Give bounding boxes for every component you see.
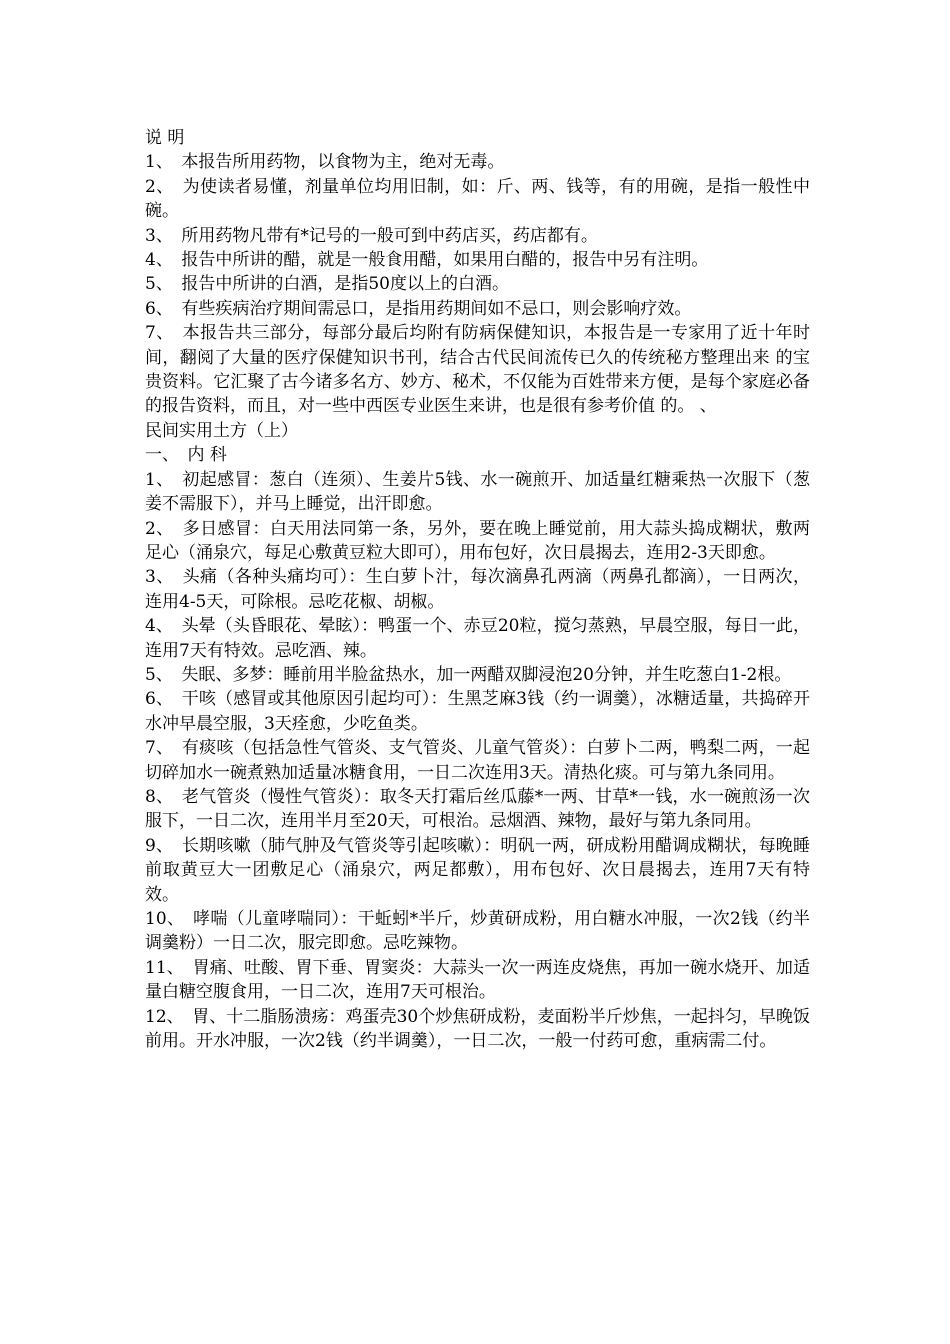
intro-item: 1、 本报告所用药物，以食物为主，绝对无毒。 — [145, 152, 505, 173]
remedy-item: 1、 初起感冒：葱白（连须）、生姜片5钱、水一碗煎开、加适量红糖乘热一次服下（葱姜不需服下），并马上睡觉，出汗即愈。 — [145, 469, 810, 515]
intro-item: 4、 报告中所讲的醋，就是一般食用醋，如果用白醋的，报告中另有注明。 — [145, 250, 709, 271]
intro-item: 7、 本报告共三部分，每部分最后均附有防病保健知识，本报告是一专家用了近十年时间，翻阅了大量的医疗保健知识书刊，结合古代民间流传已久的传统秘方整理出来 的宝贵资料。它汇聚了古今诸多名方、妙方、秘术，不仅能为百姓带来方便，是每个家庭必备的报告资料，而且，对一些中西医专业医生来讲，也是很有参考价值 的。 、 — [145, 323, 810, 417]
remedy-item: 11、 胃痛、吐酸、胃下垂、胃窦炎：大蒜头一次一两连皮烧焦，再加一碗水烧开、加适量白糖空腹食用，一日二次，连用7天可根治。 — [145, 957, 810, 1003]
remedy-item: 10、 哮喘（儿童哮喘同）：干蚯蚓*半斤，炒黄研成粉，用白糖水冲服，一次2钱（约半调羹粉）一日二次，服完即愈。忌吃辣物。 — [145, 909, 810, 954]
document-page — [145, 126, 810, 1053]
remedy-item: 6、 干咳（感冒或其他原因引起均可）：生黑芝麻3钱（约一调羹），冰糖适量，共捣碎开水冲早晨空服，3天痊愈，少吃鱼类。 — [145, 689, 810, 734]
section-title: 一、 内 科 — [145, 445, 227, 466]
remedy-item: 9、 长期咳嗽（肺气肿及气管炎等引起咳嗽）：明矾一两，研成粉用醋调成糊状，每晚睡前取黄豆大一团敷足心（涌泉穴，两足都敷），用布包好、次日晨揭去，连用7天有特效。 — [145, 835, 810, 905]
intro-item: 5、 报告中所讲的白酒，是指50度以上的白酒。 — [145, 274, 509, 295]
part-title: 民间实用土方（上） — [145, 420, 298, 441]
intro-item: 2、 为使读者易懂，剂量单位均用旧制，如：斤、两、钱等，有的用碗，是指一般性中碗。 — [145, 176, 810, 222]
remedy-item: 2、 多日感冒：白天用法同第一条，另外，要在晚上睡觉前，用大蒜头捣成糊状，敷两足心（涌泉穴，每足心敷黄豆粒大即可），用布包好，次日晨揭去，连用2-3天即愈。 — [145, 518, 810, 563]
remedy-item: 7、 有痰咳（包括急性气管炎、支气管炎、儿童气管炎）：白萝卜二两，鸭梨二两，一起切碎加水一碗煮熟加适量冰糖食用，一日二次连用3天。清热化痰。可与第九条同用。 — [145, 738, 810, 783]
intro-item: 6、 有些疾病治疗期间需忌口，是指用药期间如不忌口，则会影响疗效。 — [145, 298, 692, 319]
remedy-item: 5、 失眠、多梦：睡前用半脸盆热水，加一两醋双脚浸泡20分钟，并生吃葱白1-2根。 — [145, 664, 792, 685]
remedy-item: 12、 胃、十二脂肠溃疡：鸡蛋壳30个炒焦研成粉，麦面粉半斤炒焦，一起抖匀，早晚饭前用。开水冲服，一次2钱（约半调羹），一日二次，一般一付药可愈，重病需二付。 — [145, 1006, 810, 1052]
remedy-item: 4、 头晕（头昏眼花、晕眩）：鸭蛋一个、赤豆20粒，搅匀蒸熟，早晨空服，每日一此，连用7天有特效。忌吃酒、辣。 — [145, 616, 810, 661]
intro-list — [145, 150, 810, 418]
remedy-list — [145, 468, 810, 1054]
intro-item: 3、 所用药物凡带有*记号的一般可到中药店买，药店都有。 — [145, 225, 598, 246]
intro-title: 说 明 — [145, 128, 185, 148]
remedy-item: 3、 头痛（各种头痛均可）：生白萝卜汁，每次滴鼻孔两滴（两鼻孔都滴），一日两次，连用4-5天，可除根。忌吃花椒、胡椒。 — [145, 567, 810, 612]
remedy-item: 8、 老气管炎（慢性气管炎）：取冬天打霜后丝瓜藤*一两、甘草*一钱，水一碗煎汤一次服下，一日二次，连用半月至20天，可根治。忌烟酒、辣物，最好与第九条同用。 — [145, 786, 810, 832]
